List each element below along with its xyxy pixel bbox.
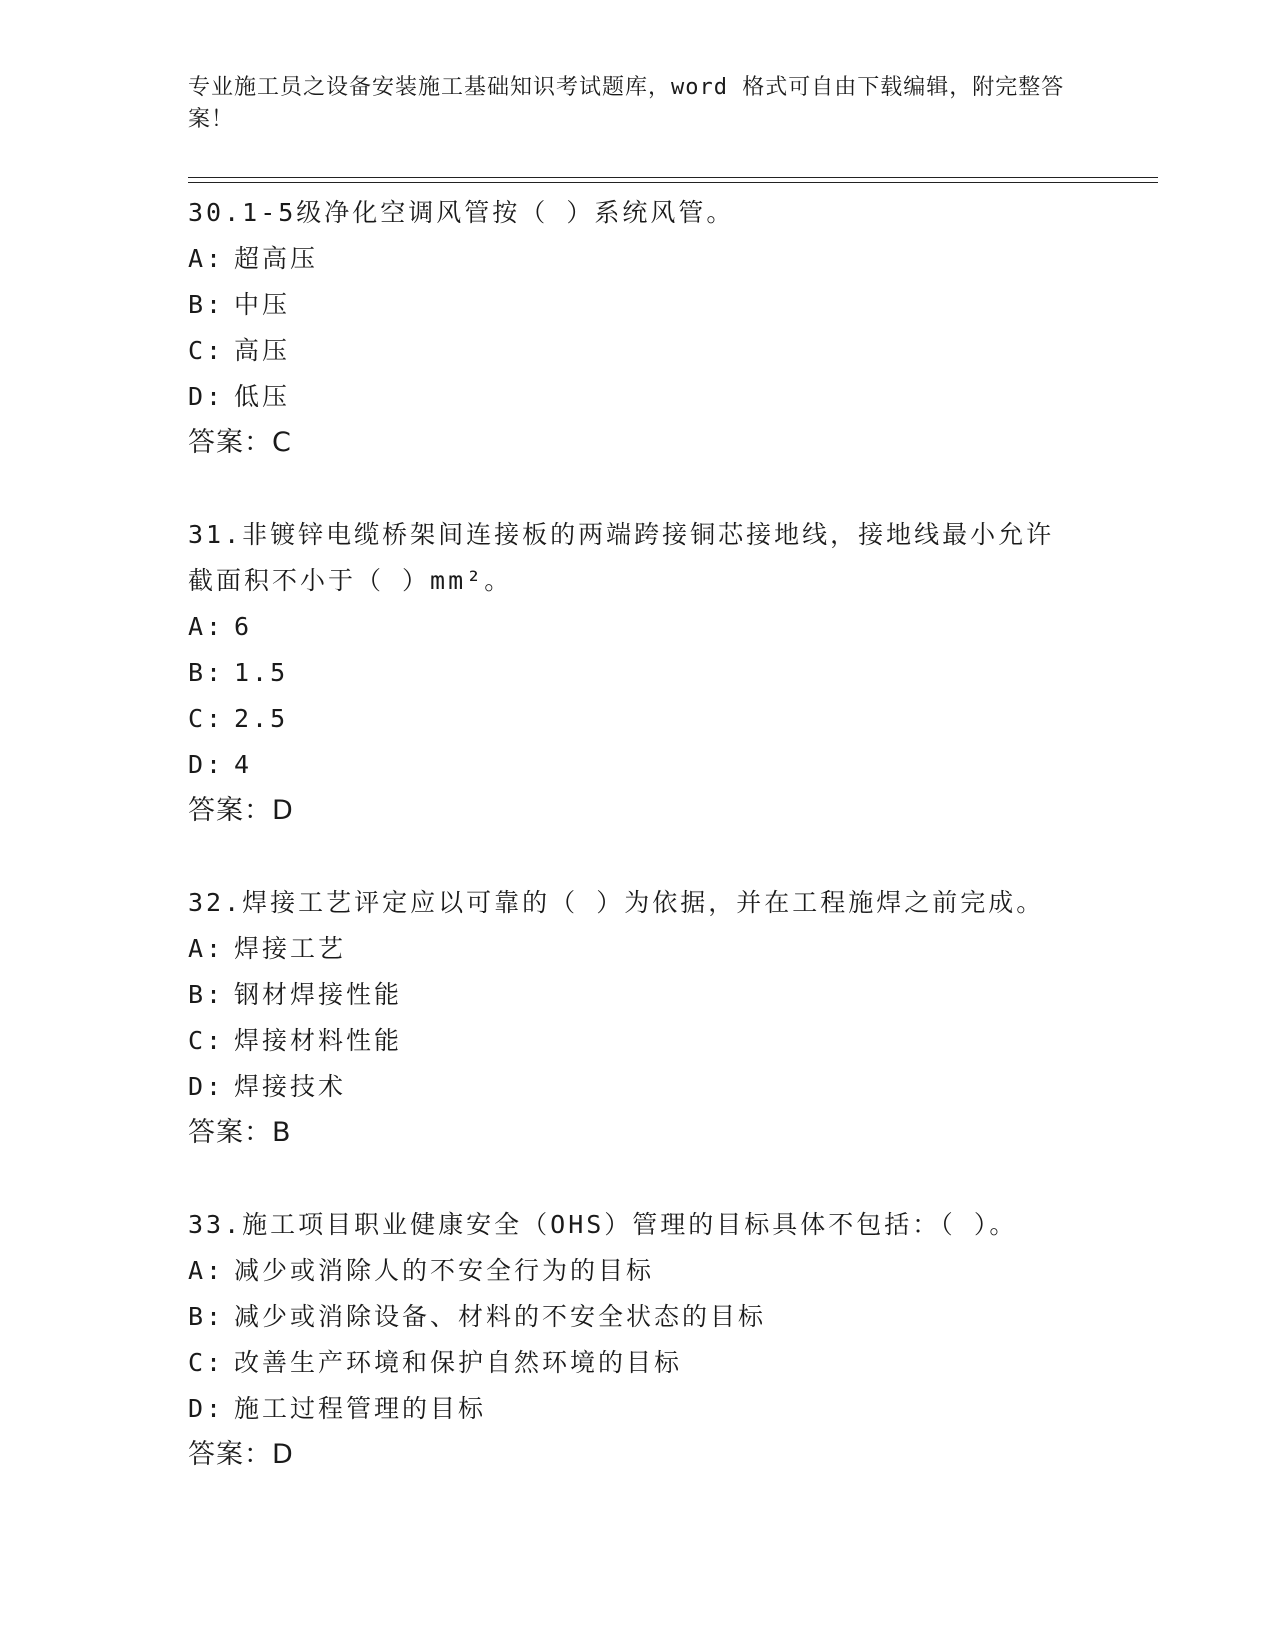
option-c (188, 1340, 1088, 1386)
option-key: D: (188, 382, 225, 411)
option-key: A: (188, 934, 225, 963)
option-key: C: (188, 1026, 225, 1055)
option-key: B: (188, 980, 225, 1009)
question-33 (188, 1202, 1088, 1478)
answer-line: 答案：C (188, 427, 292, 458)
question-32 (188, 880, 1088, 1156)
question-stem: 33.施工项目职业健康安全（OHS）管理的目标具体不包括：（ ）。 (188, 1210, 1018, 1239)
option-d (188, 374, 1088, 420)
option-b (188, 972, 1088, 1018)
option-b (188, 282, 1088, 328)
option-text: 改善生产环境和保护自然环境的目标 (234, 1348, 683, 1377)
option-a (188, 926, 1088, 972)
option-text: 2.5 (234, 704, 289, 733)
option-key: D: (188, 1394, 225, 1423)
option-text: 超高压 (234, 244, 319, 273)
option-text: 焊接工艺 (234, 934, 347, 963)
question-stem: 30.1-5级净化空调风管按（ ）系统风管。 (188, 198, 735, 227)
option-b (188, 650, 1088, 696)
option-key: B: (188, 290, 225, 319)
option-key: C: (188, 336, 225, 365)
option-key: D: (188, 750, 225, 779)
document-header: 专业施工员之设备安装施工基础知识考试题库，word 格式可自由下载编辑，附完整答案！ (188, 75, 1065, 132)
question-list (188, 190, 1088, 1524)
option-d (188, 742, 1088, 788)
option-text: 高压 (234, 336, 291, 365)
option-d (188, 1064, 1088, 1110)
option-text: 中压 (234, 290, 291, 319)
question-stem: 32.焊接工艺评定应以可靠的（ ）为依据，并在工程施焊之前完成。 (188, 888, 1045, 917)
header-divider-top (188, 177, 1158, 178)
option-key: D: (188, 1072, 225, 1101)
question-31 (188, 512, 1088, 834)
option-a (188, 1248, 1088, 1294)
option-d (188, 1386, 1088, 1432)
option-text: 施工过程管理的目标 (234, 1394, 487, 1423)
option-c (188, 1018, 1088, 1064)
option-key: A: (188, 244, 225, 273)
answer-line: 答案：B (188, 1117, 292, 1148)
option-key: B: (188, 1302, 225, 1331)
option-key: C: (188, 1348, 225, 1377)
option-text: 1.5 (234, 658, 289, 687)
option-text: 低压 (234, 382, 291, 411)
option-b (188, 1294, 1088, 1340)
option-text: 焊接技术 (234, 1072, 347, 1101)
option-text: 焊接材料性能 (234, 1026, 403, 1055)
option-text: 减少或消除人的不安全行为的目标 (234, 1256, 655, 1285)
option-c (188, 328, 1088, 374)
option-key: C: (188, 704, 225, 733)
option-key: A: (188, 1256, 225, 1285)
header-divider-bottom (188, 182, 1158, 183)
answer-line: 答案：D (188, 795, 294, 826)
option-key: B: (188, 658, 225, 687)
option-text: 减少或消除设备、材料的不安全状态的目标 (234, 1302, 767, 1331)
option-key: A: (188, 612, 225, 641)
question-stem: 31.非镀锌电缆桥架间连接板的两端跨接铜芯接地线，接地线最小允许截面积不小于（ ）mm²。 (188, 520, 1055, 595)
option-text: 4 (234, 750, 253, 779)
question-30 (188, 190, 1088, 466)
option-text: 6 (234, 612, 253, 641)
option-c (188, 696, 1088, 742)
option-a (188, 604, 1088, 650)
option-a (188, 236, 1088, 282)
option-text: 钢材焊接性能 (234, 980, 403, 1009)
answer-line: 答案：D (188, 1439, 294, 1470)
